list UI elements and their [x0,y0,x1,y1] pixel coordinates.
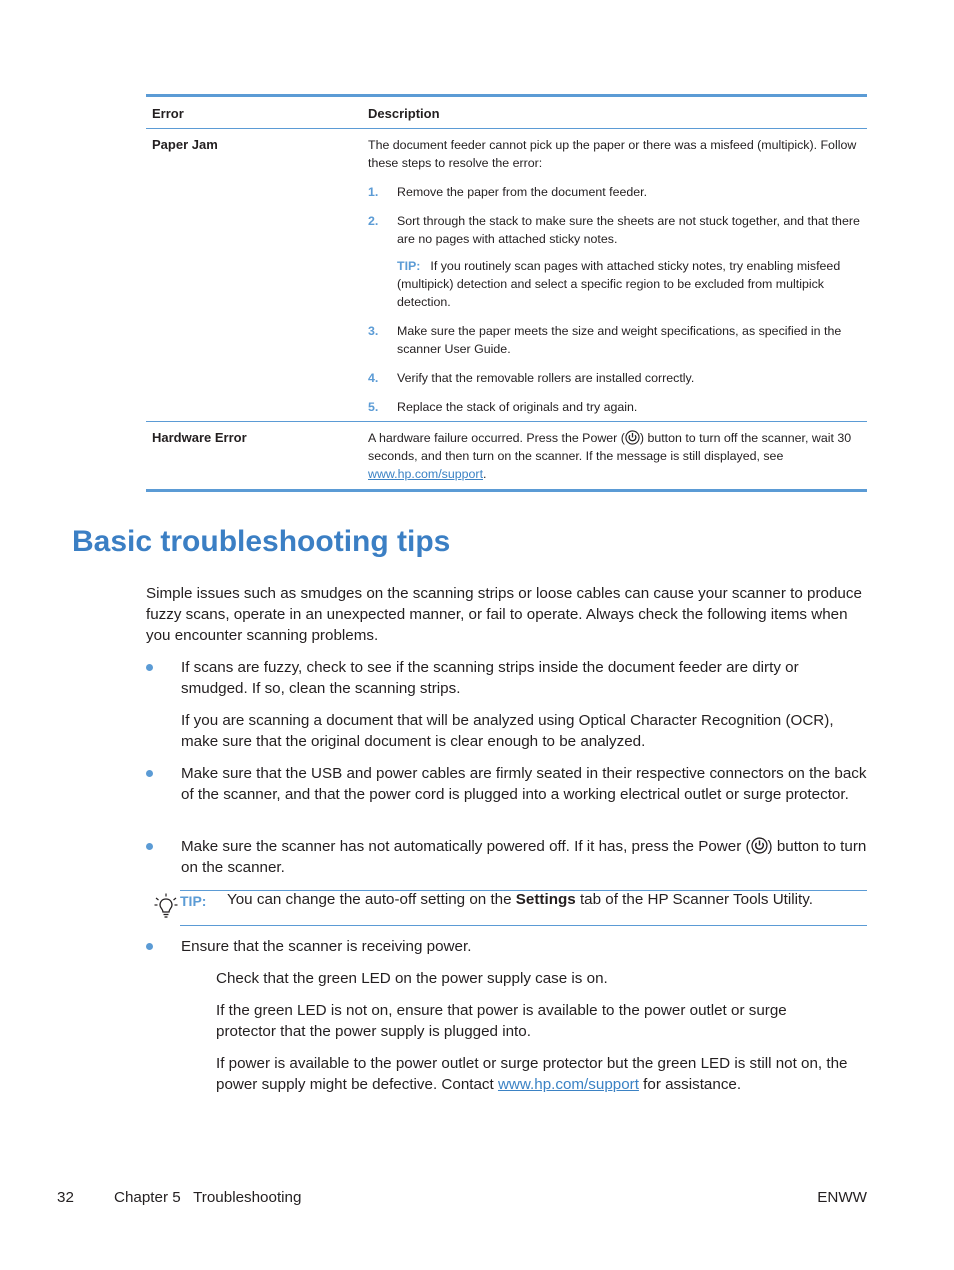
description-text: . [483,467,487,481]
sub-paragraph: If the green LED is not on, ensure that power is available to the power outlet or surge protector that the power supply is plugged into. [216,1002,787,1040]
section-intro: Simple issues such as smudges on the scanning strips or loose cables can cause your scanner to produce fuzzy scans, operate in an unexpected manner, or fail to operate. Always check the following items when you encounter scanning problems. [146,585,862,644]
step-number: 4. [368,371,379,385]
bullet-text: If scans are fuzzy, check to see if the scanning strips inside the document feeder are dirty or smudged. If so, clean the scanning strips. [181,659,799,697]
tip-text [227,889,813,910]
bullet-dot [146,770,153,777]
bullet-sub-text: If you are scanning a document that will be analyzed using Optical Character Recognition (OCR), make sure that the original document is clear enough to be analyzed. [181,712,834,750]
step-text: Verify that the removable rollers are installed correctly. [397,371,695,385]
power-icon [751,837,768,854]
tip-text-part: tab of the HP Scanner Tools Utility. [575,891,813,908]
list-item [368,212,863,248]
sub-paragraph [216,1053,867,1095]
error-description [368,429,863,483]
description-intro: The document feeder cannot pick up the paper or there was a misfeed (multipick). Follow these steps to resolve the error: [368,138,857,170]
error-name: Hardware Error [152,430,247,445]
bullet-dot [146,943,153,950]
bullet-text-part: ) button to turn on the scanner. [181,838,867,876]
chapter-title: Chapter 5 Troubleshooting [114,1189,302,1206]
step-text: Make sure the paper meets the size and weight specifications, as specified in the scanner User Guide. [397,324,842,356]
tip-box [180,890,867,926]
error-name: Paper Jam [152,137,218,152]
support-link[interactable]: www.hp.com/support [368,467,484,481]
tip-text: If you routinely scan pages with attached sticky notes, try enabling misfeed (multipick) detection and select a specific region to be excluded from multipick detection. [397,259,841,309]
step-number: 1. [368,185,379,199]
lightbulb-icon [154,893,178,921]
step-number: 3. [368,324,379,338]
list-item [368,398,863,416]
sub-paragraph-text: for assistance. [638,1076,742,1093]
table-bottom-rule [146,489,867,492]
tip-label: TIP: [180,893,207,909]
table-row [146,422,867,489]
bullet-text: Ensure that the scanner is receiving power. [181,938,472,955]
footer-edition: ENWW [817,1189,867,1206]
bullet-dot [146,843,153,850]
table-tip [368,257,863,311]
settings-tab-name: Settings [515,891,576,908]
step-number: 2. [368,214,379,228]
sub-paragraph-text: If power is available to the power outlet or surge protector but the green LED is still not on, the power supply might be defective. Contact [216,1055,848,1093]
steps-list-continued [368,322,863,416]
tip-label: TIP: [397,259,421,273]
power-icon [625,430,640,445]
list-item [368,183,863,201]
bullet-dot [146,664,153,671]
error-description [368,136,863,416]
list-item [368,369,863,387]
bullet-text: Make sure that the USB and power cables are firmly seated in their respective connectors on the back of the scanner, and that the power cord is plugged into a working electrical outlet or surge protector. [181,765,867,803]
bullet-text-part: Make sure the scanner has not automatically powered off. If it has, press the Power ( [181,838,751,855]
error-table [146,94,867,492]
step-text: Remove the paper from the document feeder. [397,185,648,199]
bullet-text [181,836,867,878]
list-item [368,322,863,358]
steps-list [368,183,863,248]
column-header-error: Error [152,106,184,121]
page-number: 32 [57,1189,74,1206]
description-text: ) button to turn off the scanner, wait 30 seconds, and then turn on the scanner. If the message is still displayed, see [368,431,852,463]
tip-text-part: You can change the auto-off setting on the [227,891,516,908]
step-text: Replace the stack of originals and try again. [397,400,638,414]
step-text: Sort through the stack to make sure the sheets are not stuck together, and that there are no pages with attached sticky notes. [397,214,860,246]
table-row [146,129,867,422]
support-link[interactable]: www.hp.com/support [497,1076,639,1093]
column-header-description: Description [368,106,440,121]
sub-paragraph: Check that the green LED on the power supply case is on. [216,970,608,987]
section-title: Basic troubleshooting tips [72,525,451,558]
table-header [146,97,867,129]
step-number: 5. [368,400,379,414]
description-text: A hardware failure occurred. Press the Power ( [368,431,625,445]
